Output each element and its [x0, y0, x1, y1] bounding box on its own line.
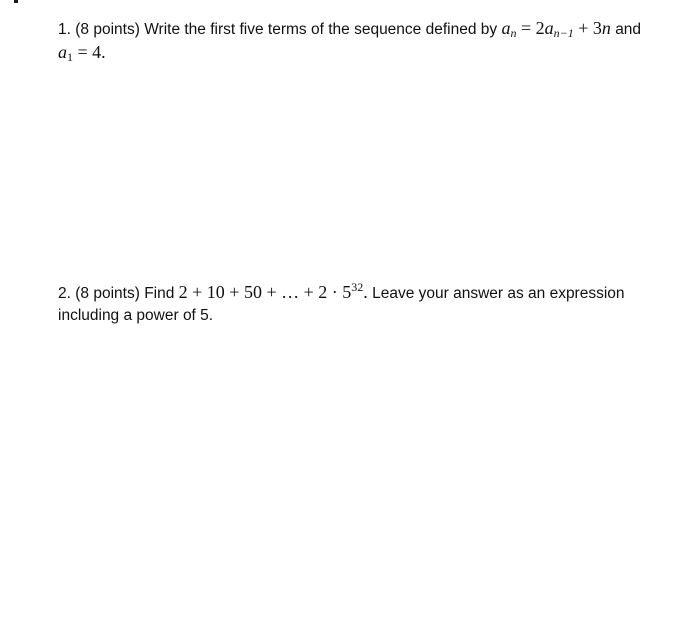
- problem-text: Write the first five terms of the sequence defined by: [144, 21, 498, 38]
- problem-points: (8 points): [75, 21, 140, 38]
- problem-text: Find: [144, 285, 175, 302]
- problem-number: 1.: [58, 21, 71, 38]
- problem-number: 2.: [58, 285, 71, 302]
- problem-points: (8 points): [75, 285, 140, 302]
- series-expression: 2 + 10 + 50 + … + $2 \cdot 5^{32}$.: [178, 280, 368, 302]
- recurrence-formula: $a_n = 2a_{n-1} + 3n$: [501, 18, 611, 40]
- problem-2: [58, 281, 678, 327]
- problem-1: [58, 17, 678, 65]
- initial-condition: $a_1 = 4$.: [58, 42, 106, 64]
- conjunction: and: [615, 21, 642, 38]
- scan-mark: [14, 0, 18, 3]
- problem-instruction: Leave your answer as an expression including a power of 5.: [58, 285, 625, 324]
